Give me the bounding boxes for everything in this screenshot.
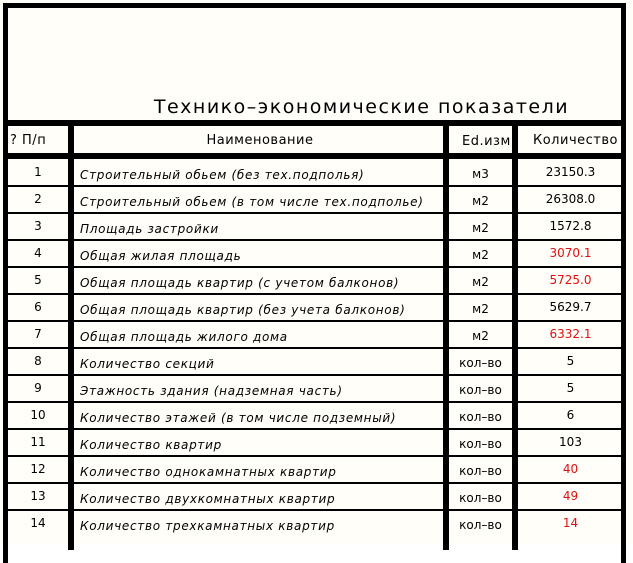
row-divider xyxy=(5,374,625,376)
row-divider xyxy=(5,185,625,187)
row-divider xyxy=(5,212,625,214)
row-name: Площадь застройки xyxy=(80,222,219,236)
row-name: Общая площадь квартир (с учетом балконов) xyxy=(80,276,400,290)
row-name: Общая площадь жилого дома xyxy=(80,330,288,344)
row-quantity: 1572.8 xyxy=(549,219,592,233)
row-unit: кол–во xyxy=(459,518,502,532)
row-divider xyxy=(5,239,625,241)
row-number: 5 xyxy=(34,273,42,287)
header-bottom-line xyxy=(5,153,625,159)
row-unit: м2 xyxy=(472,248,489,262)
row-divider xyxy=(5,401,625,403)
row-number: 8 xyxy=(34,354,42,368)
row-number: 4 xyxy=(34,246,42,260)
row-number: 7 xyxy=(34,327,42,341)
row-number: 12 xyxy=(30,462,46,476)
row-quantity: 14 xyxy=(562,516,579,530)
row-number: 11 xyxy=(30,435,46,449)
row-divider xyxy=(5,320,625,322)
row-number: 10 xyxy=(30,408,46,422)
row-name: Количество этажей (в том числе подземный) xyxy=(80,411,397,425)
row-divider xyxy=(5,428,625,430)
row-quantity: 6 xyxy=(566,408,575,422)
row-number: 3 xyxy=(34,219,42,233)
row-divider xyxy=(5,455,625,457)
row-unit: кол–во xyxy=(459,356,502,370)
row-name: Количество секций xyxy=(80,357,215,371)
row-divider xyxy=(5,509,625,511)
row-unit: кол–во xyxy=(459,437,502,451)
row-name: Строительный обьем (в том числе тех.подполье) xyxy=(80,195,424,209)
row-quantity: 6332.1 xyxy=(549,327,592,341)
row-unit: м2 xyxy=(472,194,489,208)
row-divider xyxy=(5,266,625,268)
row-divider xyxy=(5,347,625,349)
column-divider-num xyxy=(68,120,74,550)
row-quantity: 5629.7 xyxy=(549,300,592,314)
header-name: Наименование xyxy=(206,133,314,148)
row-number: 14 xyxy=(30,516,46,530)
row-name: Количество двухкомнатных квартир xyxy=(80,492,336,506)
header-top-line xyxy=(5,120,625,126)
row-name: Количество однокамнатных квартир xyxy=(80,465,337,479)
row-divider xyxy=(5,293,625,295)
row-name: Этажность здания (надземная часть) xyxy=(80,384,343,398)
row-quantity: 5725.0 xyxy=(549,273,592,287)
row-quantity: 26308.0 xyxy=(545,192,596,206)
row-quantity: 5 xyxy=(566,381,575,395)
row-unit: м3 xyxy=(472,167,489,181)
row-quantity: 3070.1 xyxy=(549,246,592,260)
header-unit: Ed.изм xyxy=(462,134,511,149)
row-unit: м2 xyxy=(472,302,489,316)
row-number: 6 xyxy=(34,300,42,314)
row-number: 2 xyxy=(34,192,42,206)
row-unit: м2 xyxy=(472,221,489,235)
row-unit: кол–во xyxy=(459,383,502,397)
row-unit: м2 xyxy=(472,275,489,289)
row-divider xyxy=(5,482,625,484)
row-quantity: 23150.3 xyxy=(545,165,596,179)
row-quantity: 103 xyxy=(559,435,582,449)
row-name: Строительный обьем (без тех.подполья) xyxy=(80,168,365,182)
row-number: 9 xyxy=(34,381,42,395)
row-unit: кол–во xyxy=(459,410,502,424)
header-num: ? П/п xyxy=(10,133,47,148)
header-qty: Количество xyxy=(533,133,618,148)
row-unit: кол–во xyxy=(459,491,502,505)
table-title: Технико–экономические показатели xyxy=(153,96,570,118)
row-quantity: 49 xyxy=(562,489,579,503)
row-number: 13 xyxy=(30,489,46,503)
row-number: 1 xyxy=(34,165,42,179)
row-quantity: 5 xyxy=(566,354,575,368)
row-name: Общая жилая площадь xyxy=(80,249,242,263)
row-name: Количество трехкамнатных квартир xyxy=(80,519,335,533)
row-quantity: 40 xyxy=(562,462,579,476)
row-name: Количество квартир xyxy=(80,438,222,452)
row-unit: кол–во xyxy=(459,464,502,478)
row-name: Общая площадь квартир (без учета балконов) xyxy=(80,303,406,317)
row-unit: м2 xyxy=(472,329,489,343)
